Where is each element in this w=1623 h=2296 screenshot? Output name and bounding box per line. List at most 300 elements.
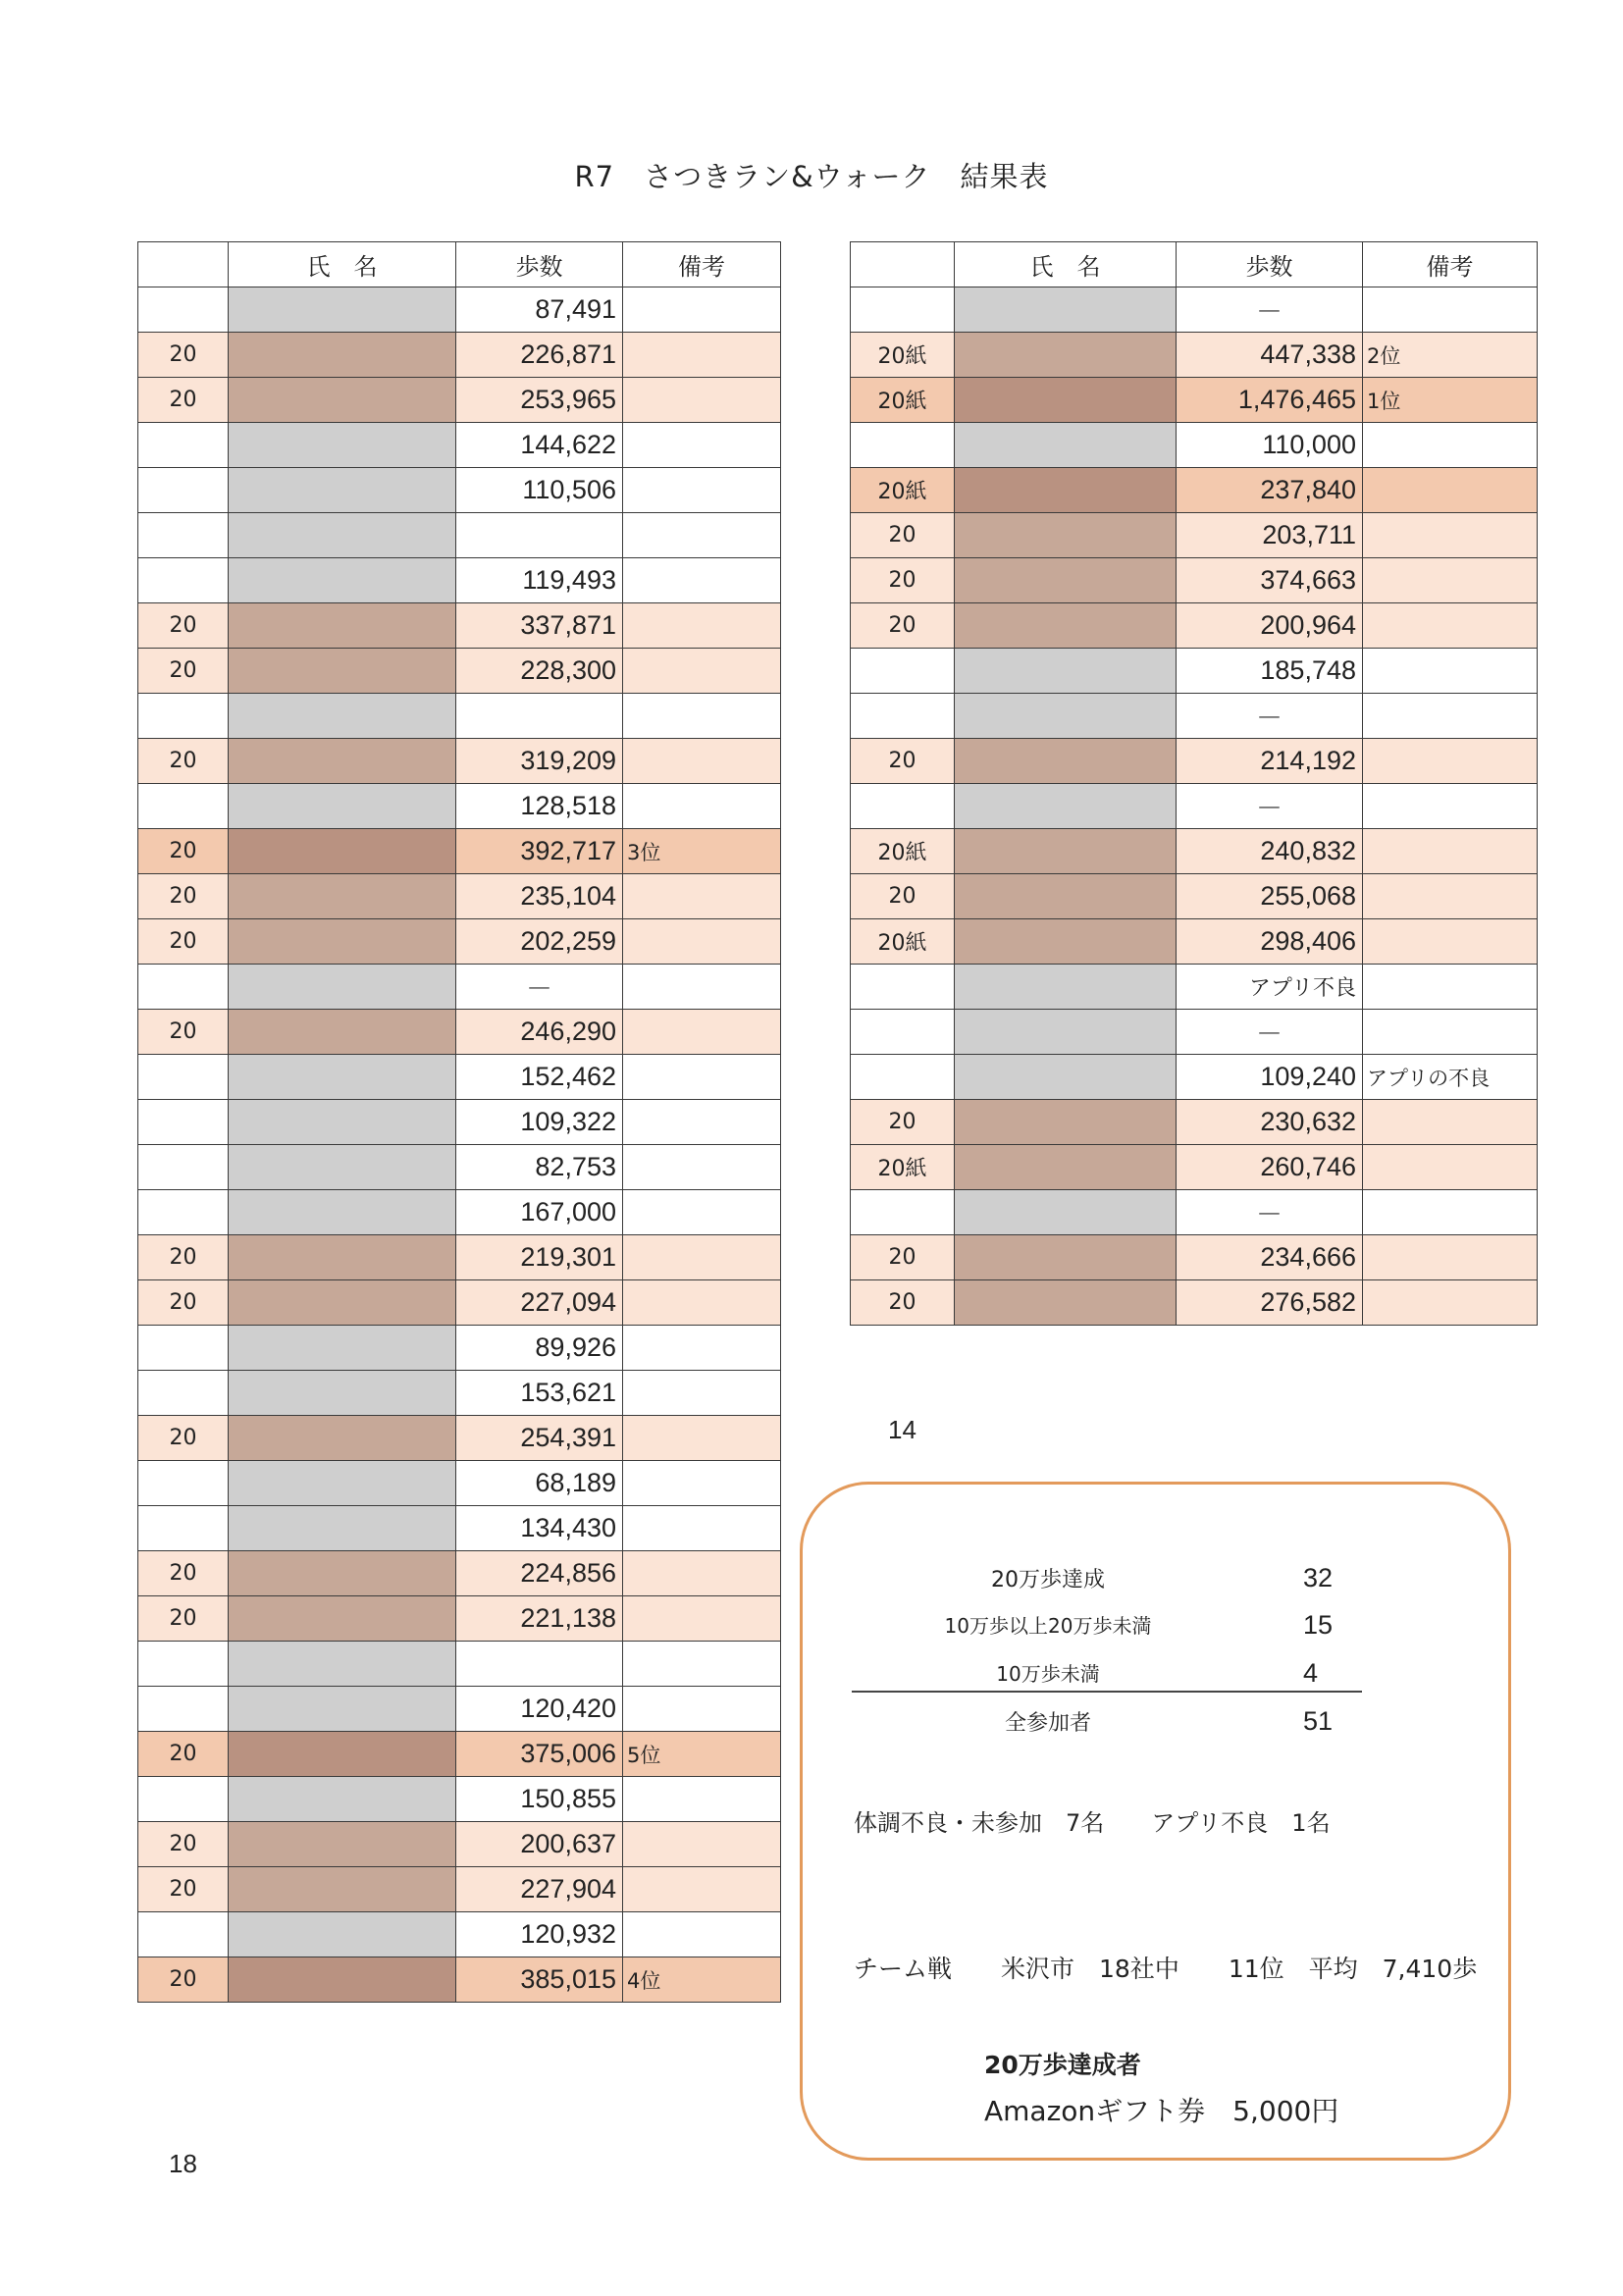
row-mark: 20 bbox=[138, 829, 229, 874]
award-title: 20万歩達成者 bbox=[984, 2051, 1141, 2079]
row-note bbox=[623, 333, 781, 378]
redacted-name bbox=[955, 965, 1177, 1010]
row-steps: 237,840 bbox=[1177, 468, 1363, 513]
row-steps: 219,301 bbox=[456, 1235, 623, 1280]
redacted-name bbox=[955, 694, 1177, 739]
row-note bbox=[623, 423, 781, 468]
redacted-name bbox=[229, 1642, 456, 1687]
redacted-name bbox=[229, 649, 456, 694]
row-note bbox=[623, 513, 781, 558]
table-row bbox=[851, 603, 1538, 649]
redacted-name bbox=[229, 378, 456, 423]
row-steps: 134,430 bbox=[456, 1506, 623, 1551]
table-row bbox=[138, 378, 781, 423]
row-note bbox=[623, 1235, 781, 1280]
row-mark bbox=[138, 965, 229, 1010]
redacted-name bbox=[229, 1822, 456, 1867]
row-note bbox=[623, 1100, 781, 1145]
redacted-name bbox=[955, 919, 1177, 965]
redacted-name bbox=[955, 333, 1177, 378]
table-row bbox=[138, 1732, 781, 1777]
row-note bbox=[1363, 1235, 1538, 1280]
row-mark bbox=[138, 423, 229, 468]
table-row bbox=[851, 287, 1538, 333]
redacted-name bbox=[229, 1416, 456, 1461]
redacted-name bbox=[955, 378, 1177, 423]
row-note bbox=[1363, 558, 1538, 603]
table-row bbox=[851, 649, 1538, 694]
redacted-name bbox=[955, 1055, 1177, 1100]
row-mark: 20 bbox=[851, 558, 955, 603]
redacted-name bbox=[229, 1912, 456, 1957]
row-steps: 68,189 bbox=[456, 1461, 623, 1506]
row-steps: 202,259 bbox=[456, 919, 623, 965]
row-note bbox=[623, 287, 781, 333]
row-note bbox=[1363, 694, 1538, 739]
redacted-name bbox=[229, 1235, 456, 1280]
redacted-name bbox=[229, 1326, 456, 1371]
table-row bbox=[138, 1551, 781, 1596]
row-mark bbox=[138, 1687, 229, 1732]
page-title: R7 さつきラン&ウォーク 結果表 bbox=[574, 160, 1049, 193]
redacted-name bbox=[955, 739, 1177, 784]
row-mark: 20 bbox=[138, 1732, 229, 1777]
row-mark bbox=[851, 1055, 955, 1100]
redacted-name bbox=[229, 965, 456, 1010]
redacted-name bbox=[229, 1055, 456, 1100]
redacted-name bbox=[955, 603, 1177, 649]
row-steps bbox=[456, 694, 623, 739]
redacted-name bbox=[229, 1190, 456, 1235]
row-note bbox=[1363, 423, 1538, 468]
row-mark: 20紙 bbox=[851, 333, 955, 378]
table-row bbox=[138, 603, 781, 649]
table-row bbox=[851, 829, 1538, 874]
row-mark: 20 bbox=[138, 1957, 229, 2003]
absent-line: 体調不良・未参加 7名 アプリ不良 1名 bbox=[854, 1809, 1331, 1837]
row-mark: 20 bbox=[851, 874, 955, 919]
row-note bbox=[1363, 1280, 1538, 1326]
row-mark: 20 bbox=[138, 378, 229, 423]
row-steps: 185,748 bbox=[1177, 649, 1363, 694]
row-mark: 20 bbox=[138, 874, 229, 919]
header-name: 氏 名 bbox=[229, 242, 456, 287]
row-note bbox=[623, 378, 781, 423]
redacted-name bbox=[229, 1010, 456, 1055]
table-row bbox=[138, 739, 781, 784]
row-note bbox=[1363, 1100, 1538, 1145]
row-mark: 20 bbox=[138, 1867, 229, 1912]
row-mark bbox=[851, 423, 955, 468]
row-mark: 20 bbox=[138, 1235, 229, 1280]
redacted-name bbox=[229, 513, 456, 558]
row-note bbox=[623, 784, 781, 829]
redacted-name bbox=[229, 558, 456, 603]
row-note bbox=[623, 1777, 781, 1822]
row-steps: 110,000 bbox=[1177, 423, 1363, 468]
row-mark bbox=[138, 287, 229, 333]
row-note bbox=[1363, 649, 1538, 694]
row-mark: 20 bbox=[851, 1280, 955, 1326]
row-mark: 20 bbox=[138, 739, 229, 784]
row-mark: 20紙 bbox=[851, 829, 955, 874]
row-note: アプリの不良 bbox=[1363, 1055, 1538, 1100]
row-steps: － bbox=[1177, 287, 1363, 333]
table-row bbox=[851, 1055, 1538, 1100]
table-row bbox=[138, 1235, 781, 1280]
row-steps: 374,663 bbox=[1177, 558, 1363, 603]
table-row bbox=[138, 1642, 781, 1687]
row-steps: － bbox=[1177, 1010, 1363, 1055]
table-row bbox=[138, 1596, 781, 1642]
row-steps: 337,871 bbox=[456, 603, 623, 649]
redacted-name bbox=[229, 423, 456, 468]
row-steps: 109,240 bbox=[1177, 1055, 1363, 1100]
row-mark: 20 bbox=[851, 739, 955, 784]
row-steps: 254,391 bbox=[456, 1416, 623, 1461]
row-note bbox=[623, 1912, 781, 1957]
row-note bbox=[623, 1145, 781, 1190]
row-steps: 120,932 bbox=[456, 1912, 623, 1957]
row-mark: 20 bbox=[138, 1280, 229, 1326]
redacted-name bbox=[229, 829, 456, 874]
row-note bbox=[623, 965, 781, 1010]
table-row bbox=[851, 468, 1538, 513]
row-mark: 20 bbox=[138, 1416, 229, 1461]
row-steps: 276,582 bbox=[1177, 1280, 1363, 1326]
table-row bbox=[851, 784, 1538, 829]
redacted-name bbox=[955, 423, 1177, 468]
row-mark: 20 bbox=[138, 333, 229, 378]
row-mark bbox=[851, 649, 955, 694]
redacted-name bbox=[229, 468, 456, 513]
summary-box: 20万歩達成 32 10万歩以上20万歩未満 15 10万歩未満 4 全参加者 51 体調不良・未参加 7名 アプリ不良 1名 チーム戦 米沢市 18社中 11位 平均 7,410歩 20万歩達成者 Amazonギフト券 5,000円 bbox=[800, 1482, 1511, 2161]
row-note bbox=[623, 1461, 781, 1506]
header-mark bbox=[851, 242, 955, 287]
row-steps: 298,406 bbox=[1177, 919, 1363, 965]
row-mark bbox=[138, 1100, 229, 1145]
row-note bbox=[1363, 513, 1538, 558]
redacted-name bbox=[229, 1596, 456, 1642]
row-steps: 235,104 bbox=[456, 874, 623, 919]
row-steps: 128,518 bbox=[456, 784, 623, 829]
row-note bbox=[623, 649, 781, 694]
table-row bbox=[138, 1777, 781, 1822]
redacted-name bbox=[229, 874, 456, 919]
redacted-name bbox=[229, 1867, 456, 1912]
table-row bbox=[138, 874, 781, 919]
table-row bbox=[851, 1235, 1538, 1280]
table-row bbox=[138, 1280, 781, 1326]
row-mark: 20 bbox=[851, 1235, 955, 1280]
results-table-right bbox=[850, 241, 1538, 1326]
row-steps: 89,926 bbox=[456, 1326, 623, 1371]
row-steps: 214,192 bbox=[1177, 739, 1363, 784]
table-row bbox=[138, 1687, 781, 1732]
table-row bbox=[138, 1822, 781, 1867]
header-steps: 歩数 bbox=[456, 242, 623, 287]
row-steps: 319,209 bbox=[456, 739, 623, 784]
row-note bbox=[1363, 468, 1538, 513]
table-row bbox=[138, 333, 781, 378]
row-mark bbox=[138, 468, 229, 513]
row-note bbox=[623, 1280, 781, 1326]
table-row bbox=[138, 1957, 781, 2003]
row-note bbox=[623, 1506, 781, 1551]
redacted-name bbox=[229, 1506, 456, 1551]
row-steps: 246,290 bbox=[456, 1010, 623, 1055]
row-mark bbox=[138, 1055, 229, 1100]
row-mark: 20 bbox=[851, 513, 955, 558]
table-row bbox=[851, 1280, 1538, 1326]
row-mark: 20 bbox=[138, 1010, 229, 1055]
row-mark: 20 bbox=[851, 603, 955, 649]
table-row bbox=[851, 558, 1538, 603]
redacted-name bbox=[229, 694, 456, 739]
header-note: 備考 bbox=[623, 242, 781, 287]
row-mark: 20 bbox=[138, 603, 229, 649]
right-count: 14 bbox=[888, 1415, 916, 1444]
row-steps: 227,904 bbox=[456, 1867, 623, 1912]
row-mark: 20 bbox=[138, 1551, 229, 1596]
row-steps: 226,871 bbox=[456, 333, 623, 378]
row-steps: 253,965 bbox=[456, 378, 623, 423]
redacted-name bbox=[229, 1100, 456, 1145]
table-row bbox=[851, 739, 1538, 784]
row-mark bbox=[851, 784, 955, 829]
redacted-name bbox=[229, 1777, 456, 1822]
table-row bbox=[138, 649, 781, 694]
row-steps: － bbox=[1177, 1190, 1363, 1235]
table-row bbox=[851, 965, 1538, 1010]
redacted-name bbox=[955, 784, 1177, 829]
table-row bbox=[138, 1145, 781, 1190]
redacted-name bbox=[229, 919, 456, 965]
row-note bbox=[623, 1642, 781, 1687]
row-mark bbox=[138, 1190, 229, 1235]
row-steps: 200,637 bbox=[456, 1822, 623, 1867]
table-row bbox=[138, 1010, 781, 1055]
row-steps: 447,338 bbox=[1177, 333, 1363, 378]
row-note bbox=[623, 558, 781, 603]
header-name: 氏 名 bbox=[955, 242, 1177, 287]
row-steps: 385,015 bbox=[456, 1957, 623, 2003]
row-note bbox=[623, 1551, 781, 1596]
row-note bbox=[1363, 739, 1538, 784]
table-row bbox=[138, 919, 781, 965]
redacted-name bbox=[955, 829, 1177, 874]
row-mark bbox=[138, 558, 229, 603]
row-note bbox=[623, 919, 781, 965]
redacted-name bbox=[229, 1145, 456, 1190]
table-row bbox=[138, 1371, 781, 1416]
row-note: 1位 bbox=[1363, 378, 1538, 423]
table-row bbox=[138, 694, 781, 739]
row-mark bbox=[138, 1912, 229, 1957]
row-mark bbox=[851, 965, 955, 1010]
table-row bbox=[851, 513, 1538, 558]
row-note bbox=[623, 1822, 781, 1867]
redacted-name bbox=[229, 287, 456, 333]
row-steps: 152,462 bbox=[456, 1055, 623, 1100]
row-mark bbox=[851, 1190, 955, 1235]
redacted-name bbox=[229, 1461, 456, 1506]
table-row bbox=[851, 378, 1538, 423]
table-row bbox=[851, 874, 1538, 919]
row-mark bbox=[851, 694, 955, 739]
table-row bbox=[138, 1326, 781, 1371]
row-mark bbox=[138, 1461, 229, 1506]
row-steps: 230,632 bbox=[1177, 1100, 1363, 1145]
redacted-name bbox=[955, 1010, 1177, 1055]
row-mark bbox=[851, 1010, 955, 1055]
header-mark bbox=[138, 242, 229, 287]
row-mark bbox=[138, 694, 229, 739]
row-steps: 375,006 bbox=[456, 1732, 623, 1777]
row-note bbox=[623, 739, 781, 784]
row-note bbox=[1363, 1190, 1538, 1235]
redacted-name bbox=[229, 1957, 456, 2003]
row-note: 5位 bbox=[623, 1732, 781, 1777]
table-row bbox=[851, 694, 1538, 739]
redacted-name bbox=[229, 1551, 456, 1596]
row-note bbox=[623, 1055, 781, 1100]
row-mark: 20 bbox=[851, 1100, 955, 1145]
table-row bbox=[138, 1506, 781, 1551]
redacted-name bbox=[229, 333, 456, 378]
row-note bbox=[1363, 829, 1538, 874]
table-row bbox=[138, 558, 781, 603]
row-mark bbox=[138, 1642, 229, 1687]
row-mark: 20 bbox=[138, 1822, 229, 1867]
row-note: 3位 bbox=[623, 829, 781, 874]
row-steps: アプリ不良 bbox=[1177, 965, 1363, 1010]
table-row bbox=[138, 1416, 781, 1461]
table-row bbox=[138, 1055, 781, 1100]
summary-divider bbox=[852, 1691, 1362, 1693]
row-mark: 20 bbox=[138, 1596, 229, 1642]
row-note bbox=[1363, 965, 1538, 1010]
row-steps: 240,832 bbox=[1177, 829, 1363, 874]
redacted-name bbox=[955, 1190, 1177, 1235]
row-note bbox=[623, 1416, 781, 1461]
row-mark bbox=[138, 513, 229, 558]
row-steps bbox=[456, 513, 623, 558]
header-note: 備考 bbox=[1363, 242, 1538, 287]
table-row bbox=[851, 919, 1538, 965]
left-count: 18 bbox=[169, 2149, 197, 2178]
row-steps: 82,753 bbox=[456, 1145, 623, 1190]
redacted-name bbox=[955, 468, 1177, 513]
row-note bbox=[1363, 603, 1538, 649]
row-steps: 110,506 bbox=[456, 468, 623, 513]
redacted-name bbox=[955, 1235, 1177, 1280]
row-steps: 119,493 bbox=[456, 558, 623, 603]
row-note bbox=[623, 1867, 781, 1912]
table-row bbox=[138, 1461, 781, 1506]
row-steps: 228,300 bbox=[456, 649, 623, 694]
row-steps: － bbox=[1177, 784, 1363, 829]
row-steps: 109,322 bbox=[456, 1100, 623, 1145]
redacted-name bbox=[955, 558, 1177, 603]
row-mark: 20紙 bbox=[851, 919, 955, 965]
row-note bbox=[1363, 1145, 1538, 1190]
table-row bbox=[851, 1100, 1538, 1145]
row-note bbox=[623, 1596, 781, 1642]
redacted-name bbox=[955, 874, 1177, 919]
row-mark bbox=[138, 1777, 229, 1822]
table-row bbox=[851, 423, 1538, 468]
row-steps: 224,856 bbox=[456, 1551, 623, 1596]
table-row bbox=[851, 1145, 1538, 1190]
row-steps: 260,746 bbox=[1177, 1145, 1363, 1190]
redacted-name bbox=[955, 1145, 1177, 1190]
row-mark bbox=[138, 784, 229, 829]
redacted-name bbox=[955, 1280, 1177, 1326]
row-mark bbox=[138, 1371, 229, 1416]
row-note bbox=[1363, 1010, 1538, 1055]
table-row bbox=[138, 287, 781, 333]
redacted-name bbox=[229, 603, 456, 649]
row-mark: 20紙 bbox=[851, 378, 955, 423]
redacted-name bbox=[229, 1280, 456, 1326]
table-row bbox=[138, 468, 781, 513]
row-mark: 20 bbox=[138, 649, 229, 694]
row-mark bbox=[138, 1145, 229, 1190]
redacted-name bbox=[229, 784, 456, 829]
table-row bbox=[138, 965, 781, 1010]
redacted-name bbox=[229, 1371, 456, 1416]
redacted-name bbox=[955, 513, 1177, 558]
row-note bbox=[623, 1010, 781, 1055]
redacted-name bbox=[955, 649, 1177, 694]
row-steps: － bbox=[1177, 694, 1363, 739]
row-steps: － bbox=[456, 965, 623, 1010]
table-row bbox=[138, 829, 781, 874]
table-row bbox=[138, 423, 781, 468]
table-row bbox=[138, 1867, 781, 1912]
table-row bbox=[138, 784, 781, 829]
row-steps: 153,621 bbox=[456, 1371, 623, 1416]
table-row bbox=[138, 1100, 781, 1145]
redacted-name bbox=[955, 1100, 1177, 1145]
row-note bbox=[623, 1371, 781, 1416]
row-steps: 392,717 bbox=[456, 829, 623, 874]
row-note: 2位 bbox=[1363, 333, 1538, 378]
table-row bbox=[138, 513, 781, 558]
row-note bbox=[623, 874, 781, 919]
table-row bbox=[851, 1010, 1538, 1055]
team-line: チーム戦 米沢市 18社中 11位 平均 7,410歩 bbox=[854, 1955, 1478, 1983]
row-note bbox=[623, 603, 781, 649]
row-steps: 255,068 bbox=[1177, 874, 1363, 919]
row-note bbox=[623, 1190, 781, 1235]
redacted-name bbox=[229, 1687, 456, 1732]
row-note bbox=[623, 468, 781, 513]
row-note bbox=[1363, 919, 1538, 965]
row-mark: 20 bbox=[138, 919, 229, 965]
row-steps: 221,138 bbox=[456, 1596, 623, 1642]
row-note bbox=[1363, 287, 1538, 333]
row-steps: 150,855 bbox=[456, 1777, 623, 1822]
row-steps bbox=[456, 1642, 623, 1687]
redacted-name bbox=[955, 287, 1177, 333]
row-note: 4位 bbox=[623, 1957, 781, 2003]
row-note bbox=[623, 1326, 781, 1371]
row-mark: 20紙 bbox=[851, 1145, 955, 1190]
table-row bbox=[138, 1190, 781, 1235]
row-steps: 144,622 bbox=[456, 423, 623, 468]
